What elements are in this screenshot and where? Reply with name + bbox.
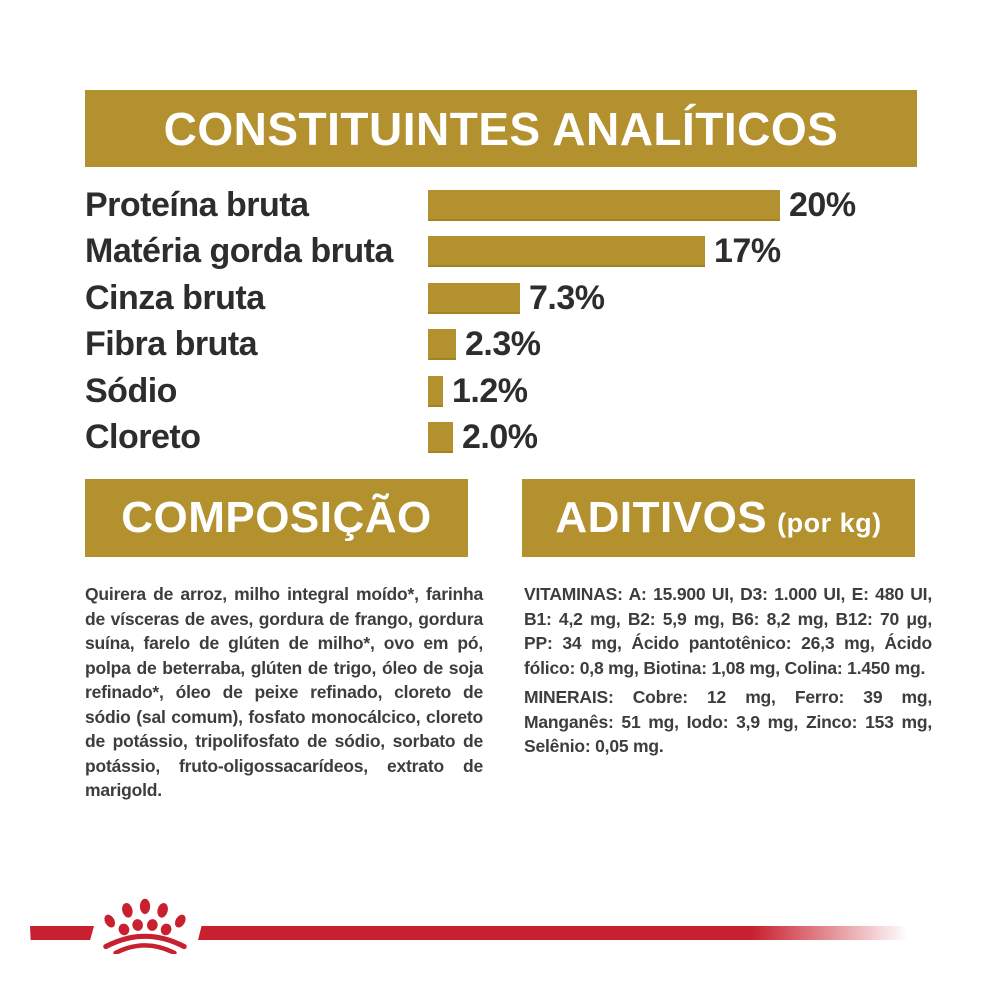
bar-label: Matéria gorda bruta — [85, 232, 393, 271]
bar-value: 2.3% — [465, 325, 541, 364]
additives-banner — [522, 479, 915, 557]
bar-value: 1.2% — [452, 371, 528, 410]
bar — [428, 376, 443, 407]
composition-text: Quirera de arroz, milho integral moído*, farinha de vísceras de aves, gordura de frango, gordura suína, farelo de glúten de milho*, ovo em pó, polpa de beterraba, glúten de trigo, óleo de soja refinado*, óleo de peixe refinado, cloreto de sódio (sal comum), fosfato monocálcico, cloreto de potássio, tripolifosfato de sódio, sorbato de potássio, fruto-oligossacarídeos, extrato de marigold. — [85, 584, 483, 800]
bar-value: 17% — [714, 232, 781, 271]
composition-banner — [85, 479, 468, 557]
bar-value: 20% — [789, 185, 856, 224]
composition-title: COMPOSIÇÃO — [121, 493, 432, 542]
bar — [428, 236, 705, 267]
chart-row — [85, 275, 945, 322]
chart-row — [85, 322, 945, 369]
chart-row — [85, 368, 945, 415]
analytical-chart — [85, 182, 945, 461]
bar-label: Fibra bruta — [85, 325, 258, 364]
bar-value: 2.0% — [462, 418, 538, 457]
bar-value: 7.3% — [529, 278, 605, 317]
bar — [428, 422, 453, 453]
additives-text — [524, 582, 932, 764]
royal-canin-crown-logo-icon — [96, 896, 194, 954]
chart-row — [85, 229, 945, 276]
chart-row — [85, 182, 945, 229]
brand-stripe-left — [30, 926, 94, 940]
vitamins-text: VITAMINAS: A: 15.900 UI, D3: 1.000 UI, E: 480 UI, B1: 4,2 mg, B2: 5,9 mg, B6: 8,2 mg, B12: 70 μg, PP: 34 mg, Ácido pantotênico: 26,3 mg, Ácido fólico: 0,8 mg, Biotina: 1,08 mg, Colina: 1.450 mg. — [524, 584, 932, 678]
bar — [428, 283, 520, 314]
bar — [428, 329, 456, 360]
bar-label: Proteína bruta — [85, 185, 309, 224]
bar — [428, 190, 780, 221]
brand-stripe-right — [198, 926, 908, 940]
bar-label: Cloreto — [85, 418, 201, 457]
additives-title-suffix: (por kg) — [777, 507, 882, 538]
additives-title: ADITIVOS — [555, 493, 768, 542]
minerals-text: MINERAIS: Cobre: 12 mg, Ferro: 39 mg, Manganês: 51 mg, Iodo: 3,9 mg, Zinco: 153 mg, Selênio: 0,05 mg. — [524, 687, 932, 756]
bar-label: Sódio — [85, 371, 177, 410]
analytical-constituents-banner — [85, 90, 917, 167]
analytical-constituents-title: CONSTITUINTES ANALÍTICOS — [163, 102, 839, 155]
bar-label: Cinza bruta — [85, 278, 265, 317]
chart-row — [85, 415, 945, 462]
